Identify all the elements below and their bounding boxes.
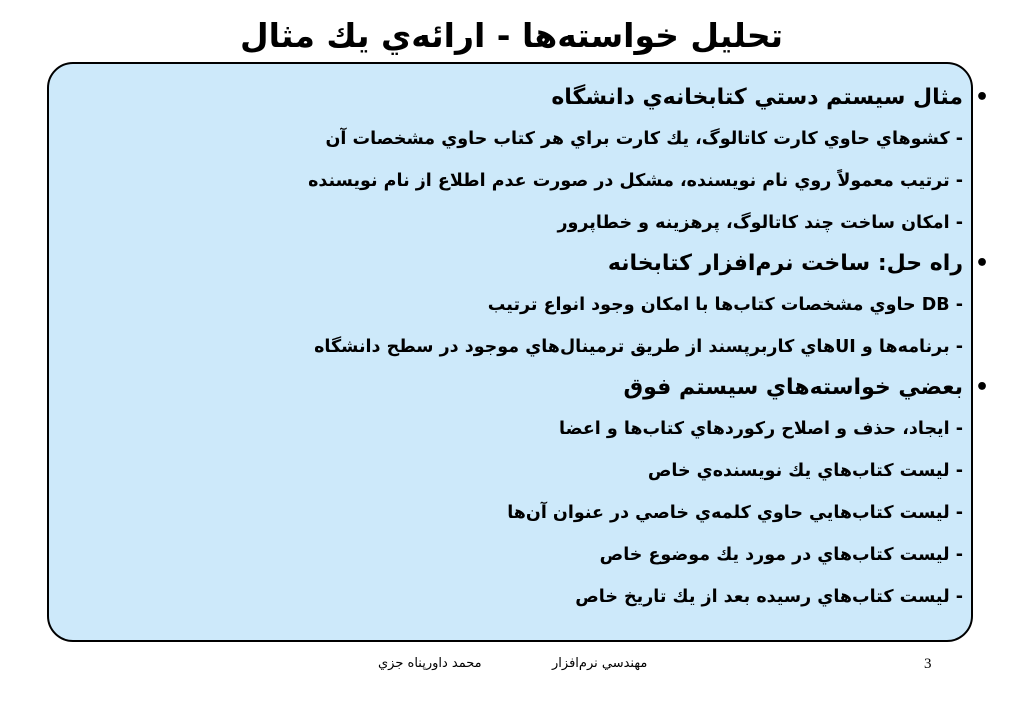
bullet-dot-icon: • — [974, 251, 989, 276]
bullet-dot-icon: • — [974, 375, 989, 400]
sub-item: - ليست كتاب‌هاي رسيده بعد از يك تاريخ خاص — [575, 587, 963, 607]
bullet-dot-icon: • — [974, 85, 989, 110]
sub-item: - ليست كتاب‌هايي حاوي كلمه‌ي خاصي در عنوان آن‌ها — [507, 503, 963, 523]
sub-item: - كشوهاي حاوي كارت كاتالوگ، يك كارت براي هر كتاب حاوي مشخصات آن — [325, 129, 963, 149]
bullet-list — [109, 78, 989, 618]
bullet-item — [109, 78, 989, 118]
bullet-text: بعضي خواسته‌هاي سيستم فوق — [623, 375, 963, 400]
footer-author: محمد داورپناه جزي — [378, 656, 482, 671]
bullet-text: مثال سيستم دستي كتابخانه‌ي دانشگاه — [551, 85, 963, 110]
sub-item: - برنامه‌ها و UIهاي كاربرپسند از طريق ترمينال‌هاي موجود در سطح دانشگاه — [314, 337, 963, 357]
sub-item: - ليست كتاب‌هاي در مورد يك موضوع خاص — [599, 545, 963, 565]
page-number: 3 — [924, 656, 932, 672]
sub-item: - ليست كتاب‌هاي يك نويسنده‌ي خاص — [647, 461, 963, 481]
sub-item: - DB حاوي مشخصات كتاب‌ها با امكان وجود انواع ترتيب — [487, 295, 963, 315]
slide-title: تحليل خواسته‌ها - ارائه‌ي يك مثال — [239, 16, 784, 55]
sub-item: - ترتيب معمولاً روي نام نويسنده، مشكل در صورت عدم اطلاع از نام نويسنده — [308, 171, 963, 191]
bullet-item — [109, 244, 989, 284]
sub-item: - ايجاد، حذف و اصلاح ركوردهاي كتاب‌ها و اعضا — [559, 419, 963, 439]
bullet-text: راه حل: ساخت نرم‌افزار كتابخانه — [607, 251, 963, 276]
sub-item: - امكان ساخت چند كاتالوگ، پرهزينه و خطاپرور — [557, 213, 963, 233]
footer-course: مهندسي نرم‌افزار — [552, 656, 648, 671]
bullet-item — [109, 368, 989, 408]
